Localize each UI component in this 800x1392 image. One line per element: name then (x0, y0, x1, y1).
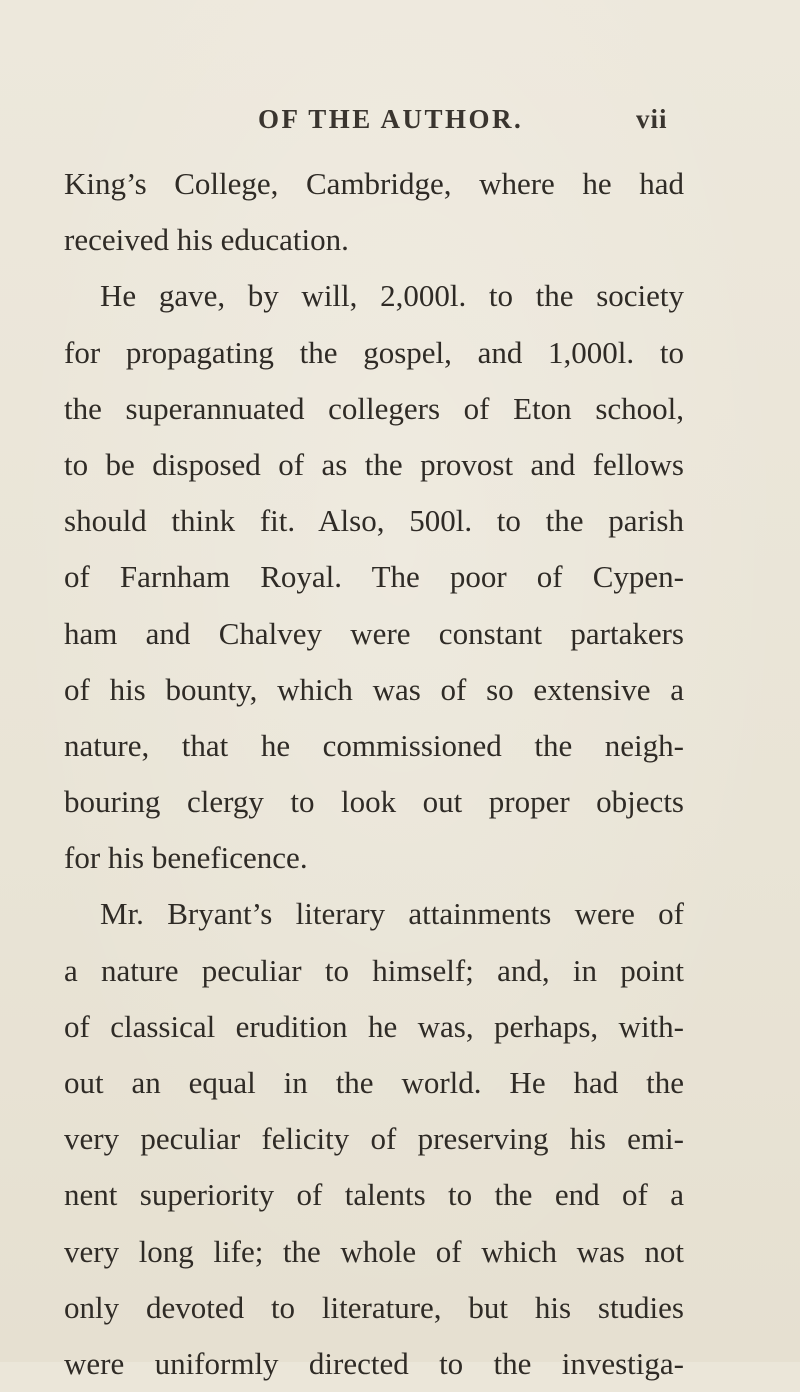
text-line: the superannuated collegers of Eton school, (64, 390, 684, 426)
text-line: bouring clergy to look out proper objects (64, 784, 684, 820)
text-line: nature, that he commissioned the neigh- (64, 727, 684, 763)
text-line: for propagating the gospel, and 1,000l. to (64, 334, 684, 370)
body-text (64, 156, 684, 1392)
text-line: should think fit. Also, 500l. to the parish (64, 503, 684, 539)
text-line: of his bounty, which was of so extensive a (64, 671, 684, 707)
text-line: received his education. (64, 222, 349, 258)
text-line: very long life; the whole of which was not (64, 1233, 684, 1269)
text-line: a nature peculiar to himself; and, in point (64, 952, 684, 988)
page-header (0, 100, 800, 140)
text-line: very peculiar felicity of preserving his emi- (64, 1121, 684, 1157)
text-line: to be disposed of as the provost and fellows (64, 446, 684, 482)
text-line: of Farnham Royal. The poor of Cypen- (64, 559, 684, 595)
text-line: out an equal in the world. He had the (64, 1065, 684, 1100)
text-line: for his beneficence. (64, 840, 308, 876)
text-line: ham and Chalvey were constant partakers (64, 615, 684, 651)
text-line: King’s College, Cambridge, where he had (64, 166, 684, 201)
text-line: Mr. Bryant’s literary attainments were of (100, 896, 684, 932)
text-line: nent superiority of talents to the end of a (64, 1177, 684, 1213)
text-line: of classical erudition he was, perhaps, with- (64, 1008, 684, 1044)
text-line: were uniformly directed to the investiga- (64, 1345, 684, 1381)
text-line: He gave, by will, 2,000l. to the society (100, 278, 684, 314)
text-line: only devoted to literature, but his studies (64, 1289, 684, 1325)
running-title: OF THE AUTHOR. (258, 104, 524, 134)
page-number: vii (636, 104, 668, 134)
